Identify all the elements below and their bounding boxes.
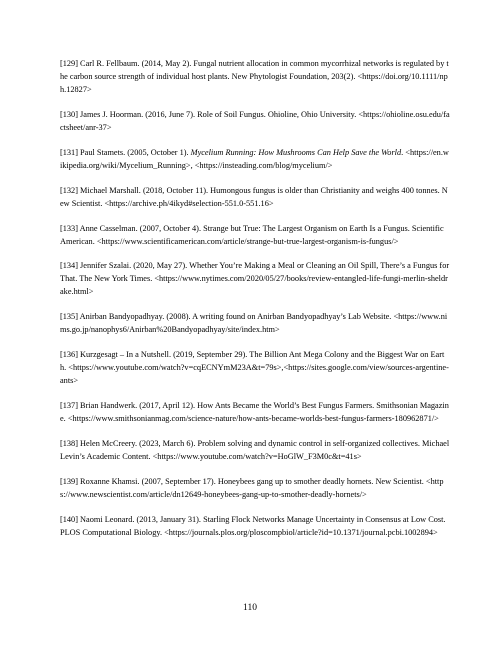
- reference-132: [132] Michael Marshall. (2018, October 11). Humongous fungus is older than Christianity and weighs 400 tonnes. New Scientist. <https://archive.ph/4ikyd#selection-551.0-551.16>: [60, 185, 448, 208]
- page-number: 110: [243, 603, 257, 613]
- reference-130: [130] James J. Hoorman. (2016, June 7). Role of Soil Fungus. Ohioline, Ohio University. <https://ohioline.osu.edu/factsheet/anr-37>: [60, 109, 450, 132]
- reference-138: [138] Helen McCreery. (2023, March 6). Problem solving and dynamic control in self-organized collectives. Michael Levin’s Academic Content. <https://www.youtube.com/watch?v=HoGlW_F3M0c&t=41s>: [60, 439, 450, 462]
- reference-137: [137] Brian Handwerk. (2017, April 12). How Ants Became the World’s Best Fungus Farmers. Smithsonian Magazine. <https://www.smithsonianmag.com/science-nature/how-ants-became-worlds-best-fungus-farmers-180962871/>: [60, 401, 449, 424]
- reference-list: [60, 57, 450, 539]
- reference-136: [136] Kurzgesagt – In a Nutshell. (2019, September 29). The Billion Ant Mega Colony and the Biggest War on Earth. <https://www.youtube.com/watch?v=cqECNYmM23A&t=79s>,<https://sites.google.com/view/sources-argentine-ants>: [60, 350, 449, 386]
- reference-140: [140] Naomi Leonard. (2013, January 31). Starling Flock Networks Manage Uncertainty in Consensus at Low Cost. PLOS Computational Biology. <https://journals.plos.org/ploscompbiol/article?id=10.1371/journal.pcbi.1002894>: [60, 514, 446, 537]
- reference-134: [134] Jennifer Szalai. (2020, May 27). Whether You’re Making a Meal or Cleaning an Oil Spill, There’s a Fungus for That. The New York Times. <https://www.nytimes.com/2020/05/27/books/review-entangled-life-fungi-merlin-sheldrake.html>: [60, 261, 450, 297]
- reference-131-book-title: Mycelium Running: How Mushrooms Can Help Save the World: [190, 147, 402, 157]
- reference-129: [129] Carl R. Fellbaum. (2014, May 2). Fungal nutrient allocation in common mycorrhizal networks is regulated by the carbon source strength of individual host plants. New Phytologist Foundation, 203(2). <https://doi.org/10.1111/nph.12827>: [60, 59, 449, 94]
- reference-133: [133] Anne Casselman. (2007, October 4). Strange but True: The Largest Organism on Earth Is a Fungus. Scientific American. <https://www.scientificamerican.com/article/strange-but-true-largest-organism-is-fungus/>: [60, 223, 444, 246]
- reference-131-lead: [131] Paul Stamets. (2005, October 1).: [60, 147, 191, 157]
- reference-135: [135] Anirban Bandyopadhyay. (2008). A writing found on Anirban Bandyopadhyay’s Lab Website. <https://www.nims.go.jp/nanophys6/Anirban%20Bandyopadhyay/site/index.htm>: [60, 312, 448, 335]
- reference-131: [60, 146, 450, 172]
- reference-131-tail: . <https://en.wikipedia.org/wiki/Mycelium_Running>, <https://insteading.com/blog/mycelium/>: [60, 147, 449, 170]
- reference-139: [139] Roxanne Khamsi. (2007, September 17). Honeybees gang up to smother deadly hornets. New Scientist. <https://www.newscientist.com/article/dn12649-honeybees-gang-up-to-smother-deadly-hornets/>: [60, 476, 444, 499]
